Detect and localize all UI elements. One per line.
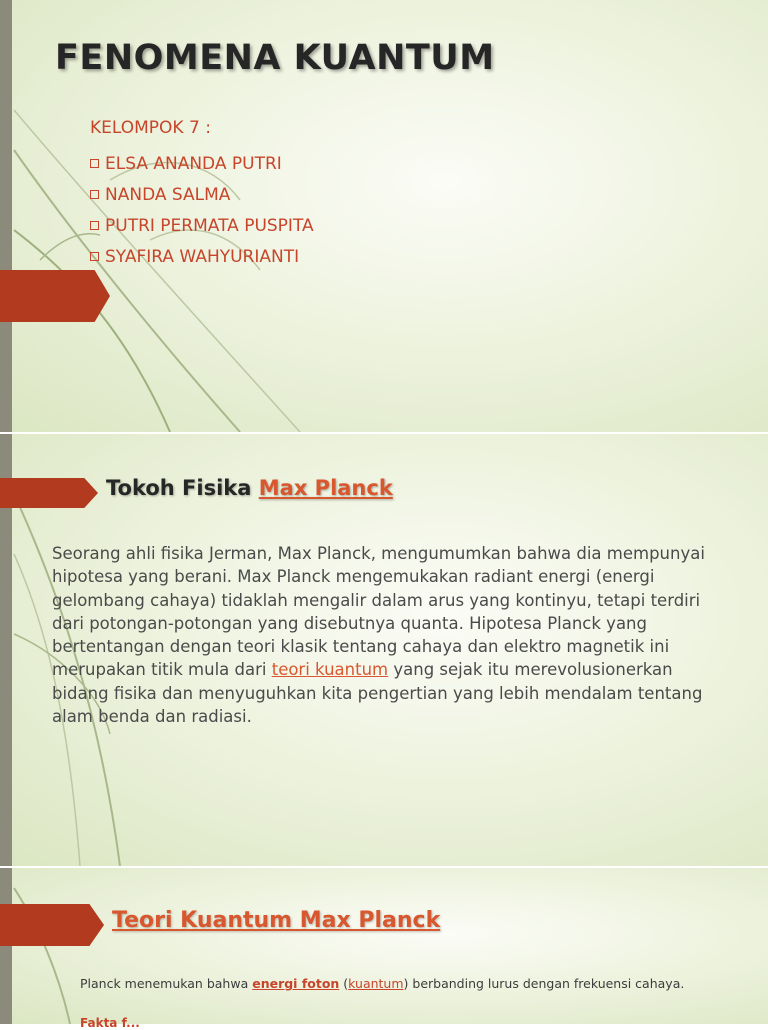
member-list — [90, 148, 314, 272]
section-heading: Tokoh Fisika Max Planck — [106, 476, 393, 500]
red-arrow-marker — [0, 904, 104, 946]
slide-teori — [0, 868, 768, 1024]
page-title: FENOMENA KUANTUM — [55, 38, 495, 78]
energi-foton-link[interactable]: energi foton — [252, 976, 340, 991]
checkbox-bullet-icon — [90, 159, 99, 168]
kuantum-link[interactable]: kuantum — [348, 976, 404, 991]
section-heading-link[interactable]: Teori Kuantum Max Planck — [112, 908, 441, 933]
slide-title — [0, 0, 768, 432]
teori-kuantum-link[interactable]: teori kuantum — [271, 660, 389, 680]
member-item: SYAFIRA WAHYURIANTI — [90, 241, 314, 272]
body-paragraph: Planck menemukan bahwa energi foton (kuantum) berbanding lurus dengan frekuensi cahaya. — [80, 976, 685, 991]
red-arrow-marker — [0, 478, 98, 508]
checkbox-bullet-icon — [90, 252, 99, 261]
truncated-text: Fakta f... — [80, 1016, 140, 1030]
member-item: NANDA SALMA — [90, 179, 314, 210]
checkbox-bullet-icon — [90, 190, 99, 199]
group-label: KELOMPOK 7 : — [90, 118, 211, 138]
member-item: ELSA ANANDA PUTRI — [90, 148, 314, 179]
max-planck-link[interactable]: Max Planck — [258, 476, 393, 500]
decorative-vines — [0, 868, 768, 1024]
checkbox-bullet-icon — [90, 221, 99, 230]
member-item: PUTRI PERMATA PUSPITA — [90, 210, 314, 241]
body-paragraph: Seorang ahli fisika Jerman, Max Planck, mengumumkan bahwa dia mempunyai hipotesa yang berani. Max Planck mengemukakan radiant energi (energi gelombang cahaya) tidaklah mengalir dalam arus yang kontinyu, tetapi terdiri dari potongan-potongan yang disebutnya quanta. Hipotesa Planck yang bertentangan dengan teori klasik tentang cahaya dan elektro magnetik ini merupakan titik mula dari teori kuantum yang sejak itu merevolusionerkan bidang fisika dan menyuguhkan kita pengertian yang lebih mendalam tentang alam benda dan radiasi. — [52, 544, 705, 727]
red-arrow-marker — [0, 270, 110, 322]
